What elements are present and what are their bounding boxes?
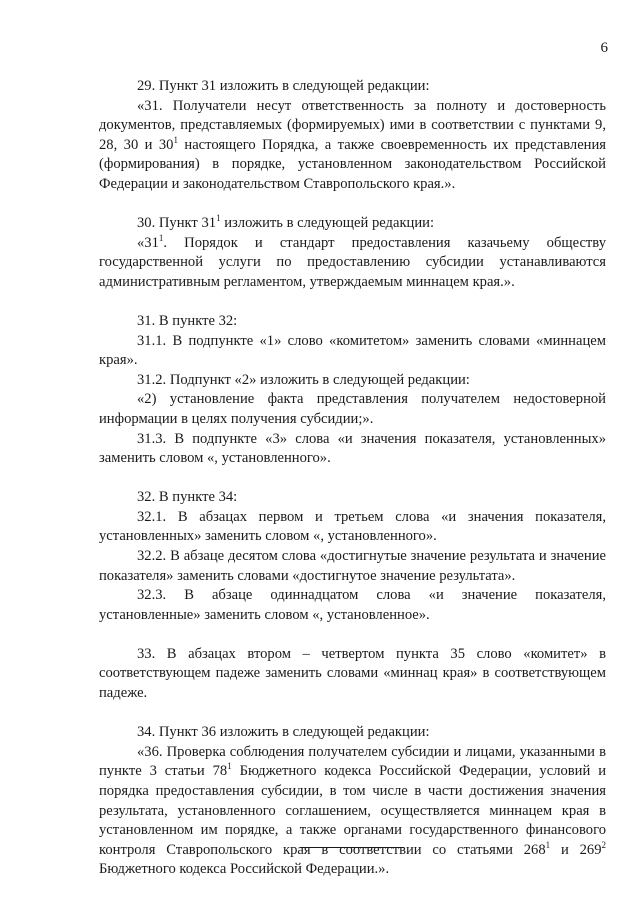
paragraph-gap [99,292,606,312]
section-32-item-1: 32.1. В абзацах первом и третьем слова «и значения показателя, установленных» заменить словом «, установленного». [99,508,606,545]
section-31-item-2: 31.2. Подпункт «2» изложить в следующей редакции: [137,371,470,388]
superscript: 1 [227,761,232,772]
section-31-item-1: 31.1. В подпункте «1» слово «комитетом» заменить словами «миннацем края». [99,332,606,369]
paragraph-gap [99,625,606,645]
section-29-text-part: «31. Получатели несут ответственность за полноту и достоверность документов, представляемых (формируемых) ими в соответствии с пунктами 9, 28, 30 и 30 [99,97,606,153]
superscript: 1 [158,232,164,243]
section-33-text: 33. В абзацах втором – четвертом пункта 35 слово «комитет» в соответствующем падеже заменить словами «миннац края» в соответствующем падеже. [99,645,606,702]
paragraph-gap [99,704,606,724]
paragraph-gap [99,195,606,215]
section-31-heading: 31. В пункте 32: [137,312,238,329]
section-31-item-3: 31.3. В подпункте «3» слова «и значения показателя, установленных» заменить словом «, установленного». [99,430,606,467]
section-30-heading [99,214,606,234]
section-34-text-part: и 269 [550,841,602,858]
section-34-heading: 34. Пункт 36 изложить в следующей редакции: [137,724,430,741]
page-number: 6 [600,40,608,56]
section-34-text-part: Бюджетного кодекса Российской Федерации, условий и порядка предоставления субсидии, в том числе в части достижения значения результата, установленного соглашением, осуществляется миннацем края в установленном им порядке, а также органами государственного финансового контроля Ставропольского края в соответствии со статьями 268 [99,763,607,858]
superscript: 1 [545,839,551,850]
section-32-heading: 32. В пункте 34: [137,489,238,506]
section-29-text [99,97,606,195]
paragraph-gap [99,469,606,489]
end-separator-line [300,847,404,848]
section-34-text [99,743,606,880]
superscript: 2 [601,839,607,850]
superscript: 1 [173,134,178,145]
section-34-text-part: Бюджетного кодекса Российской Федерации.». [99,861,390,878]
section-30-heading-part: изложить в следующей редакции: [220,215,435,232]
section-30-text-part: . Порядок и стандарт предоставления казачьему обществу государственной услуги по предоставлению субсидии устанавливаются административным регламентом, утверждаемым миннацем края.». [99,234,606,290]
section-29-heading: 29. Пункт 31 изложить в следующей редакции: [137,78,430,94]
section-30-text-part: «31 [137,234,159,251]
section-34-text-part: «36. Проверка соблюдения получателем субсидии и лицами, указанными в пункте 3 статьи 78 [99,743,606,780]
section-30-heading-part: 30. Пункт 31 [137,215,217,232]
section-32-item-3: 32.3. В абзаце одиннадцатом слова «и значение показателя, установленные» заменить словом «, установленное». [99,587,606,623]
section-31-item-2-text: «2) установление факта представления получателем недостоверной информации в целях получения субсидии;». [99,391,606,427]
section-29-text-part: настоящего Порядка, а также своевременность их представления (формирования) в порядке, установленном законодательством Российской Федерации и законодательством Ставропольского края.». [99,136,606,192]
section-30-text [99,234,606,293]
section-32-item-2: 32.2. В абзаце десятом слова «достигнутые значение результата и значение показателя» заменить словами «достигнутое значение результата». [99,547,606,584]
document-body [99,77,606,880]
superscript: 1 [216,213,221,224]
